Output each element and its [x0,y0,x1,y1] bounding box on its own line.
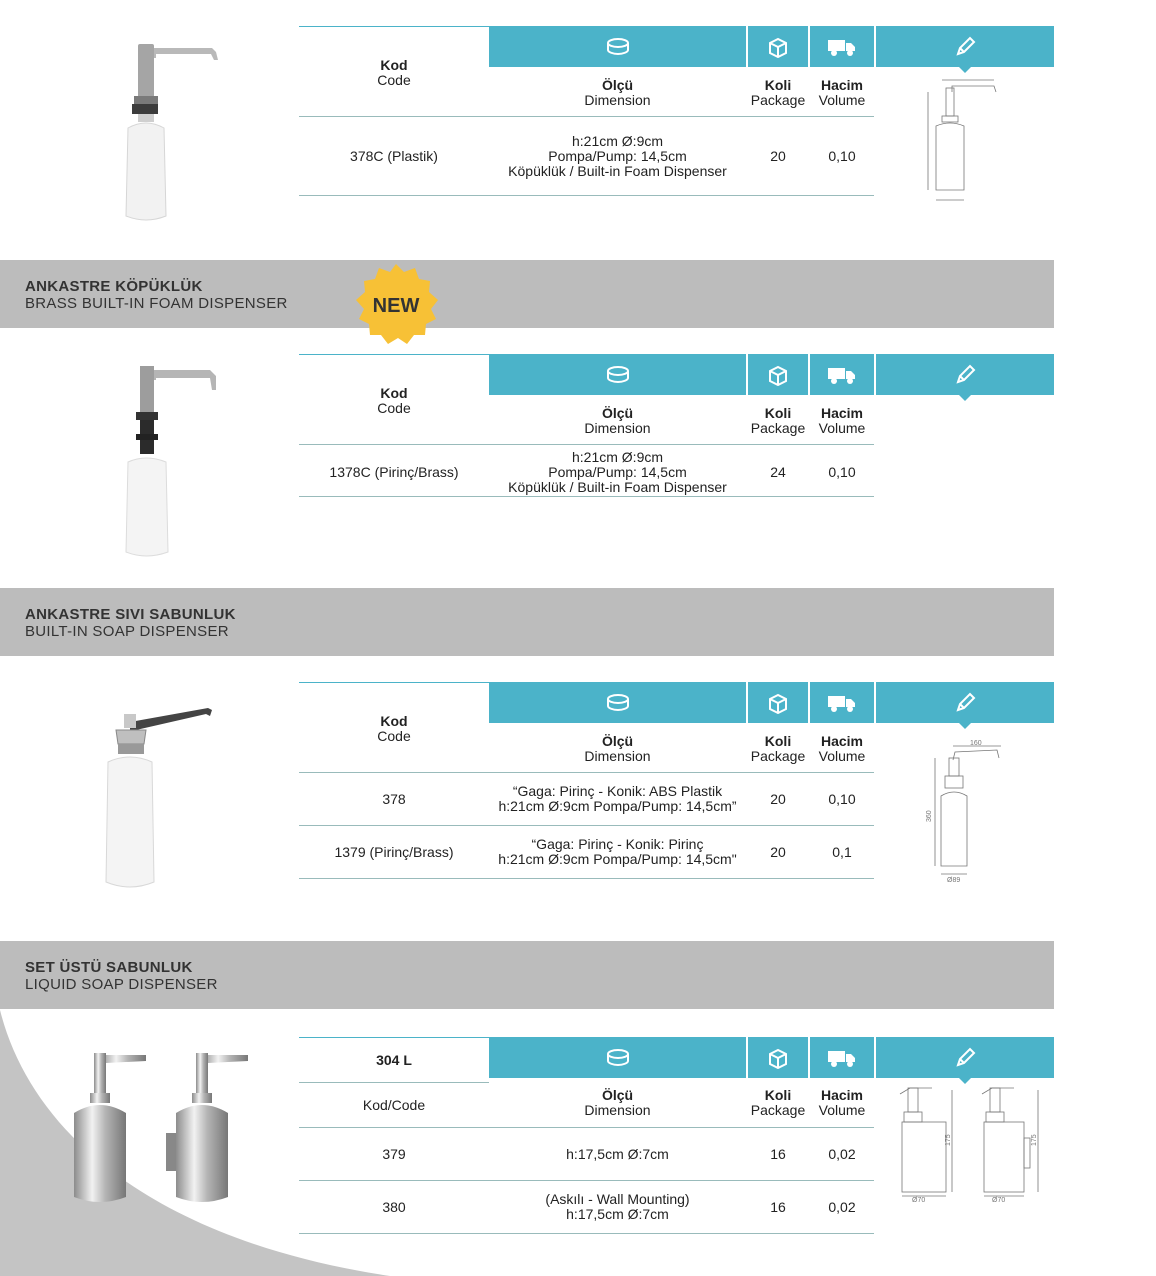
olcu-label: Ölçü [601,1087,634,1103]
table-cell-code: 378 [382,791,406,807]
table-cell-dimension: h:17,5cm Ø:7cm [566,1146,669,1162]
code-label: Code [377,400,411,416]
table-cell-dimension: h:21cm Ø:9cm Pompa/Pump: 14,5cm” [498,798,737,814]
drawing-dimension-height: 175 [1031,1134,1038,1146]
table-cell-package: 20 [770,844,786,860]
package-label: Package [750,1102,806,1118]
product-image-378 [100,700,220,890]
drawing-dimension-diameter: Ø70 [992,1197,1006,1204]
section-title-en: BUILT-IN SOAP DISPENSER [25,623,229,640]
table-cell-code: 378C (Plastik) [350,148,438,164]
table-cell-dimension: Köpüklük / Built-in Foam Dispenser [508,479,727,495]
table-cell-code: 1379 (Pirinç/Brass) [334,844,454,860]
package-label: Package [750,748,806,764]
package-label: Package [750,92,806,108]
drawing-header [876,354,1054,395]
product-image-379-380 [62,1045,262,1205]
ruler-tape-icon [606,1048,630,1068]
olcu-label: Ölçü [601,77,634,93]
package-header [748,26,808,67]
table-cell-dimension: h:21cm Ø:9cm [571,133,664,149]
section-title-tr: ANKASTRE SIVI SABUNLUK [25,606,236,623]
volume-header [810,26,874,67]
olcu-label: Ölçü [601,405,634,421]
kod-label: Kod [380,713,408,729]
ruler-tape-icon [606,37,630,57]
drawing-dimension-diameter: Ø89 [947,877,961,883]
drawing-header [876,682,1054,723]
technical-drawing-379-380 [880,1080,1050,1205]
technical-drawing-378c [922,78,1012,210]
technical-drawing-378 [925,738,1035,883]
section-band [0,260,1054,328]
kod-label: Kod [380,385,408,401]
section-title-tr: ANKASTRE KÖPÜKLÜK [25,278,203,295]
ruler-tape-icon [606,693,630,713]
truck-icon [827,365,857,385]
table-cell-dimension: h:17,5cm Ø:7cm [566,1206,669,1222]
section-band [0,941,1054,1009]
box-icon [767,36,789,58]
table-cell-volume: 0,1 [832,844,852,860]
dimension-label: Dimension [584,420,651,436]
volume-label: Volume [818,92,866,108]
truck-icon [827,1048,857,1068]
section-title-en: BRASS BUILT-IN FOAM DISPENSER [25,295,288,312]
drawing-dimension-height: 360 [926,810,933,822]
table-cell-package: 16 [770,1199,786,1215]
table-cell-dimension: h:21cm Ø:9cm Pompa/Pump: 14,5cm" [498,851,737,867]
code-label: Code [377,728,411,744]
table-cell-volume: 0,10 [828,464,856,480]
drawing-dimension-width: 160 [970,740,982,747]
material-label: 304 L [376,1052,412,1068]
dimension-header [489,354,746,395]
table-cell-volume: 0,10 [828,791,856,807]
table-cell-code: 1378C (Pirinç/Brass) [329,464,459,480]
table-cell-package: 16 [770,1146,786,1162]
volume-label: Volume [818,420,866,436]
table-cell-dimension: “Gaga: Pirinç - Konik: Pirinç [531,836,704,852]
volume-header [810,682,874,723]
koli-label: Koli [764,405,792,421]
table-cell-package: 24 [770,464,786,480]
table-cell-volume: 0,02 [828,1199,856,1215]
product-table-1378c [299,354,1054,500]
table-cell-package: 20 [770,148,786,164]
kod-code-label: Kod/Code [362,1097,426,1113]
table-cell-dimension: Pompa/Pump: 14,5cm [548,464,687,480]
box-icon [767,364,789,386]
koli-label: Koli [764,77,792,93]
box-icon [767,1047,789,1069]
table-cell-dimension: h:21cm Ø:9cm [571,449,664,465]
table-cell-code: 380 [382,1199,406,1215]
volume-header [810,1037,874,1078]
hacim-label: Hacim [820,405,864,421]
badge-text: NEW [372,295,420,317]
drawing-dimension-height: 175 [945,1134,952,1146]
ruler-tape-icon [606,365,630,385]
section-title-en: LIQUID SOAP DISPENSER [25,976,218,993]
hacim-label: Hacim [820,1087,864,1103]
pencil-icon [954,692,976,714]
pencil-icon [954,364,976,386]
olcu-label: Ölçü [601,733,634,749]
table-cell-code: 379 [382,1146,406,1162]
package-header [748,354,808,395]
table-cell-volume: 0,10 [828,148,856,164]
package-header [748,682,808,723]
table-cell-dimension: (Askılı - Wall Mounting) [545,1191,690,1207]
section-band [0,588,1054,656]
hacim-label: Hacim [820,733,864,749]
table-cell-dimension: Köpüklük / Built-in Foam Dispenser [508,163,727,179]
table-cell-dimension: Pompa/Pump: 14,5cm [548,148,687,164]
dimension-label: Dimension [584,748,651,764]
product-image-378c [112,38,232,223]
dimension-header [489,1037,746,1078]
pencil-icon [954,36,976,58]
box-icon [767,692,789,714]
new-badge [352,262,440,348]
table-cell-volume: 0,02 [828,1146,856,1162]
dimension-label: Dimension [584,92,651,108]
truck-icon [827,37,857,57]
dimension-header [489,682,746,723]
dimension-label: Dimension [584,1102,651,1118]
koli-label: Koli [764,1087,792,1103]
dimension-header [489,26,746,67]
volume-header [810,354,874,395]
drawing-dimension-diameter: Ø70 [912,1197,926,1204]
drawing-header [876,26,1054,67]
truck-icon [827,693,857,713]
product-image-1378c [112,362,232,562]
drawing-header [876,1037,1054,1078]
table-cell-dimension: “Gaga: Pirinç - Konik: ABS Plastik [512,783,723,799]
package-header [748,1037,808,1078]
kod-label: Kod [380,57,408,73]
code-label: Code [377,72,411,88]
volume-label: Volume [818,1102,866,1118]
volume-label: Volume [818,748,866,764]
koli-label: Koli [764,733,792,749]
package-label: Package [750,420,806,436]
table-cell-package: 20 [770,791,786,807]
hacim-label: Hacim [820,77,864,93]
section-title-tr: SET ÜSTÜ SABUNLUK [25,959,193,976]
pencil-icon [954,1047,976,1069]
